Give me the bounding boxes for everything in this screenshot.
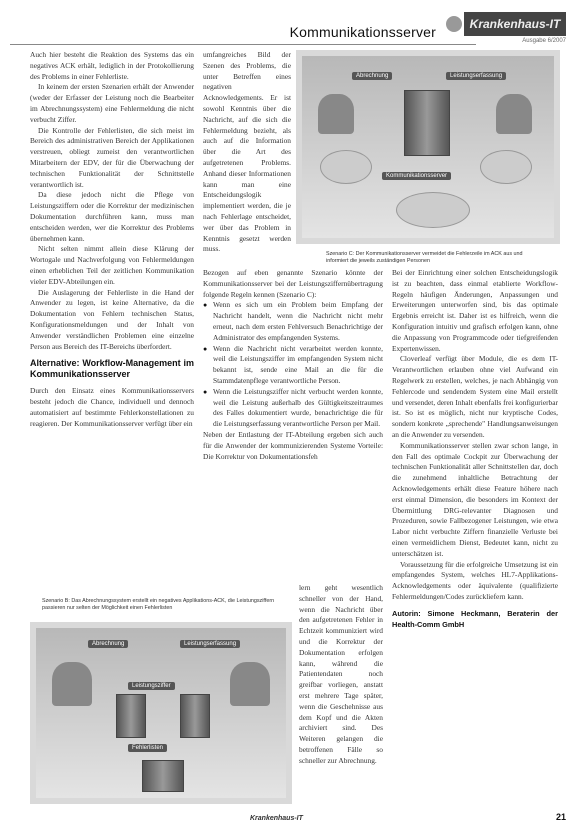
subheading: Alternative: Workflow-Management im Kommunikationsserver bbox=[30, 358, 194, 380]
server-icon bbox=[180, 694, 210, 738]
paragraph: Neben der Entlastung der IT-Abteilung ergeben sich auch für die Anwender der kommunizierenden Systeme Vorteile: Die Korrektur von Dokumentationsfeh bbox=[203, 429, 383, 461]
figure-scenario-b bbox=[30, 622, 292, 804]
paragraph: lern geht wesentlich schneller von der Hand, wenn die Nachricht über den aufgetretenen Fehler in Echtzeit kommuniziert wird und die Korrektur der Dokumentation erfolgen kann, während die Patientendaten noch greifbar vorliegen, anstatt erst mehrere Tage später, wenn die Geschehnisse aus dem Kopf und die Akten archiviert sind. Des Weiteren gelangen die betroffenen Fälle so schneller zur Abrechnung. bbox=[299, 583, 383, 765]
paragraph: Kommunikationsserver stellen zwar schon lange, in den Fall des optimale Cockpit zur Überwachung der technischen Funktionalität aller Schnittstellen dar, doch die zunehmend inhaltliche Betrachtung der Acknowledgements erhält diese Feature höhere nach erst einmal Dimension, die besonders im Kontext der Übermittlung DRG-relevanter Diagnosen und Prozeduren, sowie Fallbezogener Leistungen, wie etwa Labor nicht verbuchte Ziffern finanzielle Verluste bei einen vermeidlichem Dienst, Bedeutet kann, nicht zu unterschätzen ist. bbox=[392, 440, 558, 558]
person-icon bbox=[230, 662, 270, 706]
paragraph: Auch hier besteht die Reaktion des Systems das ein negatives ACK erhält, lediglich in der Protokollierung des Problems in einer Fehlerliste. bbox=[30, 50, 194, 81]
tag-abrechnung: Abrechnung bbox=[88, 640, 128, 648]
column-3 bbox=[392, 268, 558, 630]
cloud-icon bbox=[480, 150, 532, 184]
paragraph: Bezogen auf eben genannte Szenario könnte der Kommunikationsserver bei der Leistungsziffernübertragung folgende Regeln kennen (Szenario C): bbox=[203, 268, 383, 299]
column-2-bottom bbox=[299, 583, 383, 767]
page-number: 21 bbox=[555, 812, 566, 822]
figure-c-caption: Szenario C: Der Kommunikationsserver vermeidet die Fehlerzeile im ACK aus und informiert die jeweils zuständigen Personen bbox=[326, 251, 523, 264]
cloud-icon bbox=[396, 192, 470, 228]
section-title: Kommunikationsserver bbox=[289, 24, 436, 40]
issue-label: Ausgabe 6/2007 bbox=[522, 38, 566, 44]
person-icon bbox=[318, 94, 354, 134]
person-icon bbox=[496, 94, 532, 134]
tag-fehlerlisten: Fehlerlisten bbox=[128, 744, 167, 752]
paragraph: Da diese jedoch nicht die Pflege von Leistungsziffern oder die Korrektur der medizinischen Dokumentation durchführen kann, muss man entscheiden werden, wer die Korrektur des Problems übernehmen kann. bbox=[30, 190, 194, 243]
column-1 bbox=[30, 50, 194, 430]
paragraph: Bei der Einrichtung einer solchen Entscheidungslogik ist zu beachten, dass einmal etablierte Workflow-Regeln häufigen Änderungen, Anpassungen und Erweiterungen unterworfen sind, bis das optimale Ergebnis erreicht ist. Daher ist es hilfreich, wenn die Konfiguration intuitiv und grafisch erfolgen kann, ohne die Anpassung von Programmcode oder tiefgreifenden Expertenwissen. bbox=[392, 268, 558, 353]
page-header bbox=[0, 0, 586, 48]
server-icon bbox=[116, 694, 146, 738]
footer-brand: Krankenhaus-IT bbox=[250, 815, 303, 822]
person-icon bbox=[52, 662, 92, 706]
gear-icon bbox=[446, 16, 462, 32]
tag-leistungserfassung: Leistungserfassung bbox=[180, 640, 240, 648]
tag-abrechnung: Abrechnung bbox=[352, 72, 392, 80]
bullet-item: ● Wenn die Leistungsziffer nicht verbucht werden konnte, weil die Leistung außerhalb des Gültigkeitszeitraumes des Falles dokumentiert wurde, benachrichtige die für die Leistungserfassung verantwortliche Person per Mail. bbox=[203, 387, 383, 430]
paragraph: Cloverleaf verfügt über Module, die es dem IT-Verantwortlichen erlauben ohne viel Aufwand ein Regelwerk zu erstellen, welches, je nach Abhängig von Fehlercode und sendendem System eine Mail erstellt und versendet, deren Inhalt ebenfalls frei konfigurierbar ist. So ist es möglich, nicht nur kryptische Codes, sondern konkrete „sprechende" Handlungsanweisungen an die Anwender zu versenden. bbox=[392, 354, 558, 439]
server-icon bbox=[404, 90, 450, 156]
header-rule bbox=[10, 44, 476, 45]
figure-b-caption: Szenario B: Das Abrechnungssystem erstellt ein negatives Applikations-ACK, die Leistungsziffern passieren nur selten der Möglichkeit einen Fehlerlisten bbox=[42, 598, 275, 611]
cloud-icon bbox=[320, 150, 372, 184]
paragraph: Voraussetzung für die erfolgreiche Umsetzung ist ein empfangendes System, welches HL7-Applikations-Acknowledgements oder äquivalente (qualifizierte Fehlermeldungen/Codes zurückliefern kann. bbox=[392, 559, 558, 601]
brand-logo: Krankenhaus-IT bbox=[464, 12, 566, 36]
paragraph: Nicht selten nimmt allein diese Klärung der Wortogale und Nachverfolgung von Fehlermeldungen einen erheblichen Teil der zeitlichen Kommunikation vieler EDV-Abteilungen ein. bbox=[30, 244, 194, 286]
column-2-top bbox=[203, 50, 291, 255]
column-2-mid bbox=[203, 268, 383, 462]
author-credit: Autorin: Simone Heckmann, Beraterin der Health-Comm GmbH bbox=[392, 608, 558, 629]
bullet-item: ● Wenn die Nachricht nicht verarbeitet werden konnte, weil die Leistungsziffer im empfangenden System nicht bekannt ist, sende eine Mail an die für die Stammdatenpflege verantwortliche Person. bbox=[203, 344, 383, 387]
bullet-item: ● Wenn es sich um ein Problem beim Empfang der Nachricht handelt, wenn die Nachricht nicht mehr erneut, nach dem ersten Fehlversuch Benachrichtige der Administrator des empfangenden Systems. bbox=[203, 300, 383, 343]
paragraph: Die Kontrolle der Fehlerlisten, die sich meist im Bereich des administrativen Bereich der Applikationen verstreuen, obliegt zumeist den verantwortlichen Mitarbeitern der EDV, der für die Überwachung der technischen Funktionalität der Schnittstelle verantwortlich ist. bbox=[30, 125, 194, 189]
paragraph: In keinem der ersten Szenarien erhält der Anwender (weder der Erfasser der Leistung noch die Bearbeiter im Abrechnungssystem) eine Fehlermeldung die nicht verbucht Ziffer. bbox=[30, 82, 194, 124]
paragraph: Die Auslagerung der Fehlerliste in die Hand der Anwender zu legen, ist keine Alternative, da die Dokumentation von Fehlern technischen Status, Konfigurationsmeldungen und der Inhalt von Anwender verständlichen Problemen eine einzelne Person aus Bereich des IT-Bereichs überfordert. bbox=[30, 287, 194, 351]
server-icon bbox=[142, 760, 184, 792]
paragraph: Durch den Einsatz eines Kommunikationsservers besteht jedoch die Chance, individuell und dennoch automatisiert auf bestimmte Fehlerkonstellationen zu reagieren. Der Kommunikationsserver verfügt über ein bbox=[30, 386, 194, 428]
tag-leistungsziffer: Leistungsziffer bbox=[128, 682, 175, 690]
paragraph: umfangreiches Bild der Szenen des Problems, die unter Betreffen eines negativen Acknowledgements. Er ist sowohl Kenntnis über die Nachricht, auf die sich die Fehlermeldung bezieht, als auch auf die Information über die Art des aufgetretenen Problems. Anhand dieser Informationen kann man eine Entscheidungslogik implementiert werden, die je nach Fehlerlage entscheidet, wer über das Problem in Kenntnis gesetzt werden muss. bbox=[203, 50, 291, 254]
tag-kommunikationsserver: Kommunikationsserver bbox=[382, 172, 451, 180]
tag-leistungserfassung: Leistungserfassung bbox=[446, 72, 506, 80]
figure-scenario-c bbox=[296, 50, 560, 244]
